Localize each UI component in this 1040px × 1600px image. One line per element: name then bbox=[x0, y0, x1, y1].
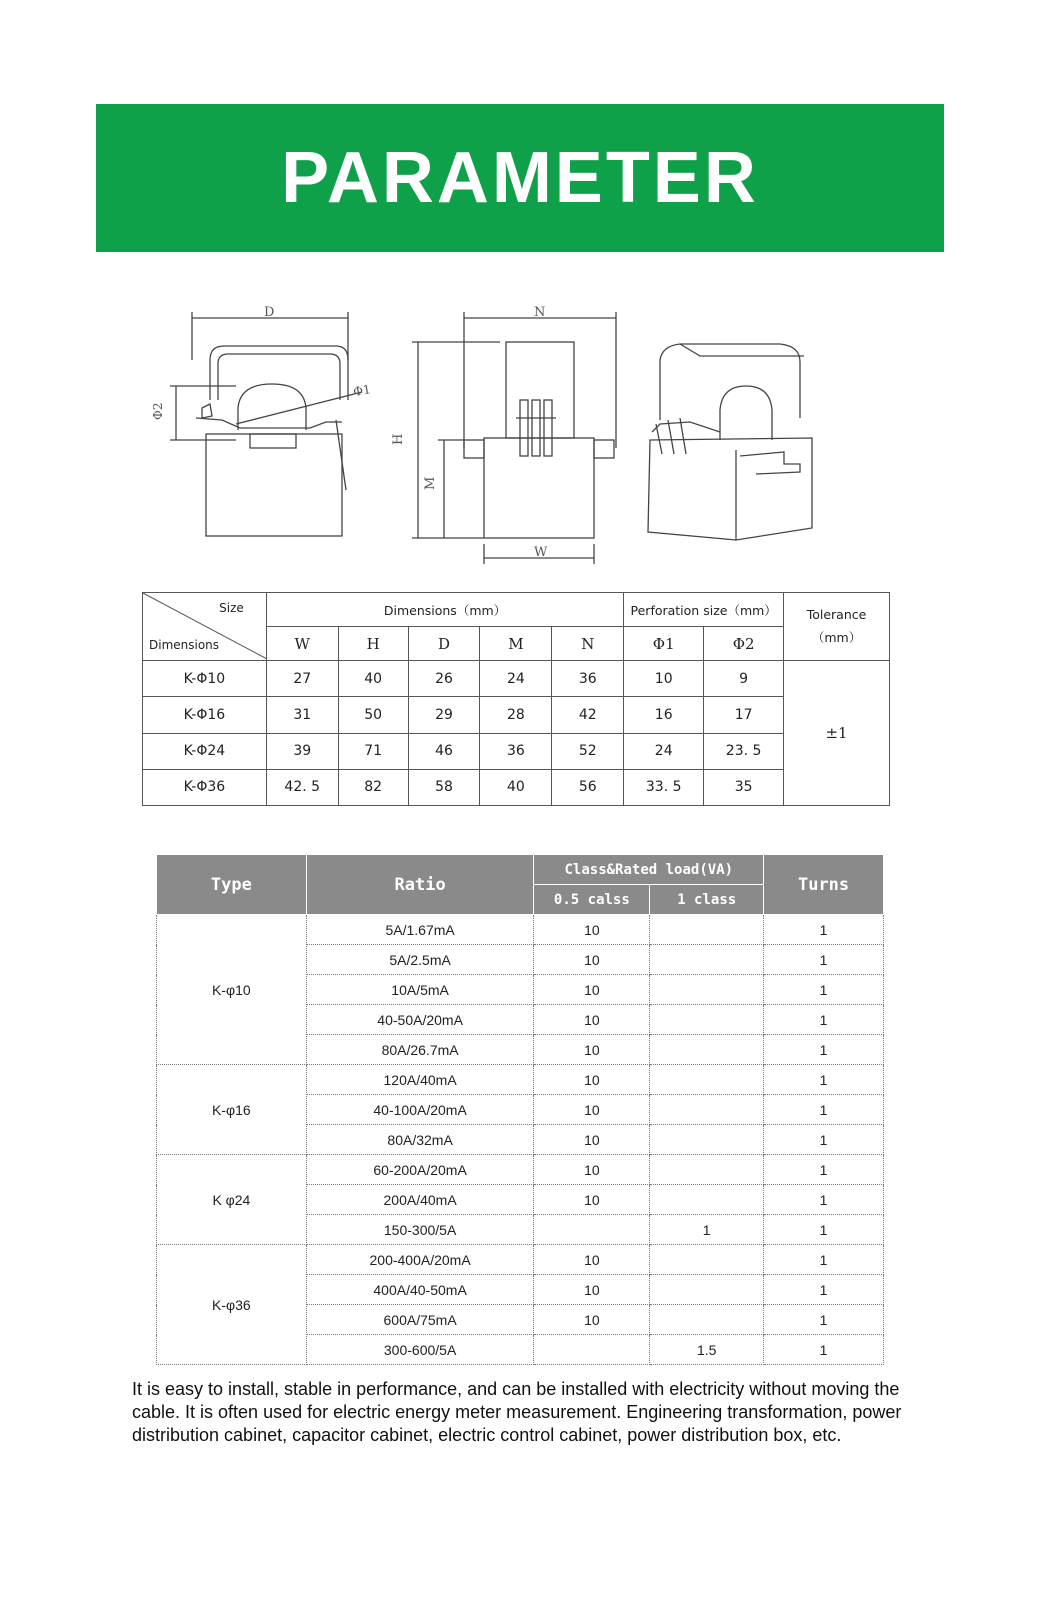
value-cell: 24 bbox=[624, 733, 704, 769]
table-row bbox=[157, 915, 884, 945]
size-cell: K-Φ36 bbox=[143, 769, 267, 805]
label-n: N bbox=[534, 305, 546, 320]
class-1-cell bbox=[650, 1065, 764, 1095]
ratio-cell: 80A/26.7mA bbox=[306, 1035, 534, 1065]
class-05-cell: 10 bbox=[534, 1095, 650, 1125]
class-1-cell: 1 bbox=[650, 1215, 764, 1245]
class-05-cell: 10 bbox=[534, 1005, 650, 1035]
class-1-cell bbox=[650, 1155, 764, 1185]
ratio-cell: 600A/75mA bbox=[306, 1305, 534, 1335]
turns-cell: 1 bbox=[764, 1335, 884, 1365]
col-header: W bbox=[266, 627, 338, 661]
ratio-cell: 40-100A/20mA bbox=[306, 1095, 534, 1125]
class-05-header: 0.5 calss bbox=[534, 885, 650, 915]
value-cell: 27 bbox=[266, 661, 338, 697]
value-cell: 50 bbox=[338, 697, 408, 733]
ratio-cell: 400A/40-50mA bbox=[306, 1275, 534, 1305]
turns-cell: 1 bbox=[764, 1275, 884, 1305]
type-cell: K-φ10 bbox=[157, 915, 307, 1065]
value-cell: 36 bbox=[480, 733, 552, 769]
value-cell: 31 bbox=[266, 697, 338, 733]
value-cell: 28 bbox=[480, 697, 552, 733]
corner-dimensions: Dimensions bbox=[149, 638, 220, 653]
value-cell: 36 bbox=[552, 661, 624, 697]
class-1-cell bbox=[650, 1125, 764, 1155]
label-phi2: Φ2 bbox=[151, 402, 165, 420]
type-cell: K-φ16 bbox=[157, 1065, 307, 1155]
class-05-cell: 10 bbox=[534, 1275, 650, 1305]
value-cell: 52 bbox=[552, 733, 624, 769]
parameter-banner bbox=[96, 104, 944, 252]
class-group-header: Class&Rated load(VA) bbox=[534, 855, 764, 885]
size-cell: K-Φ10 bbox=[143, 661, 267, 697]
technical-drawings bbox=[140, 300, 880, 590]
class-05-cell bbox=[534, 1215, 650, 1245]
class-05-cell: 10 bbox=[534, 915, 650, 945]
class-1-cell bbox=[650, 1245, 764, 1275]
turns-cell: 1 bbox=[764, 1215, 884, 1245]
ratio-cell: 60-200A/20mA bbox=[306, 1155, 534, 1185]
class-1-cell bbox=[650, 1005, 764, 1035]
value-cell: 24 bbox=[480, 661, 552, 697]
class-05-cell: 10 bbox=[534, 1065, 650, 1095]
type-header: Type bbox=[157, 855, 307, 915]
class-1-cell bbox=[650, 915, 764, 945]
ratio-cell: 80A/32mA bbox=[306, 1125, 534, 1155]
class-1-cell bbox=[650, 1275, 764, 1305]
value-cell: 56 bbox=[552, 769, 624, 805]
turns-header: Turns bbox=[764, 855, 884, 915]
turns-cell: 1 bbox=[764, 1245, 884, 1275]
product-description: It is easy to install, stable in performance, and can be installed with electricity without moving the cable. It is often used for electric energy meter measurement. Engineering transformation, power distribution cabinet, capacitor cabinet, electric control cabinet, power distribution box, etc. bbox=[132, 1379, 902, 1445]
turns-cell: 1 bbox=[764, 1065, 884, 1095]
label-m: M bbox=[423, 476, 438, 490]
corner-cell bbox=[143, 593, 267, 661]
value-cell: 23. 5 bbox=[704, 733, 784, 769]
ratio-cell: 120A/40mA bbox=[306, 1065, 534, 1095]
ratio-cell: 200A/40mA bbox=[306, 1185, 534, 1215]
class-05-cell: 10 bbox=[534, 1305, 650, 1335]
turns-cell: 1 bbox=[764, 1185, 884, 1215]
label-w: W bbox=[534, 545, 548, 560]
value-cell: 42 bbox=[552, 697, 624, 733]
side-view-drawing bbox=[412, 312, 616, 564]
class-05-cell bbox=[534, 1335, 650, 1365]
turns-cell: 1 bbox=[764, 1305, 884, 1335]
tolerance-value: ±1 bbox=[784, 661, 890, 806]
table-row bbox=[157, 1065, 884, 1095]
turns-cell: 1 bbox=[764, 975, 884, 1005]
value-cell: 46 bbox=[408, 733, 480, 769]
dimensions-table bbox=[142, 592, 890, 806]
label-phi1: Φ1 bbox=[352, 382, 372, 399]
class-05-cell: 10 bbox=[534, 1035, 650, 1065]
tolerance-label: Tolerance bbox=[806, 607, 867, 623]
corner-size: Size bbox=[219, 601, 244, 615]
turns-cell: 1 bbox=[764, 1035, 884, 1065]
value-cell: 40 bbox=[338, 661, 408, 697]
value-cell: 10 bbox=[624, 661, 704, 697]
value-cell: 17 bbox=[704, 697, 784, 733]
value-cell: 16 bbox=[624, 697, 704, 733]
class-1-cell: 1.5 bbox=[650, 1335, 764, 1365]
value-cell: 40 bbox=[480, 769, 552, 805]
label-d: D bbox=[264, 305, 275, 320]
turns-cell: 1 bbox=[764, 945, 884, 975]
value-cell: 9 bbox=[704, 661, 784, 697]
class-1-cell bbox=[650, 945, 764, 975]
label-h: H bbox=[391, 433, 406, 445]
class-05-cell: 10 bbox=[534, 945, 650, 975]
value-cell: 35 bbox=[704, 769, 784, 805]
turns-cell: 1 bbox=[764, 1095, 884, 1125]
value-cell: 82 bbox=[338, 769, 408, 805]
class-05-cell: 10 bbox=[534, 1245, 650, 1275]
col-header: Φ2 bbox=[704, 627, 784, 661]
class-1-cell bbox=[650, 1095, 764, 1125]
tolerance-unit: （mm） bbox=[811, 630, 862, 646]
size-cell: K-Φ24 bbox=[143, 733, 267, 769]
tolerance-header bbox=[784, 593, 890, 661]
ratio-cell: 5A/2.5mA bbox=[306, 945, 534, 975]
class-1-cell bbox=[650, 1185, 764, 1215]
value-cell: 71 bbox=[338, 733, 408, 769]
perforation-group-header: Perforation size（mm） bbox=[624, 593, 784, 627]
ratio-cell: 150-300/5A bbox=[306, 1215, 534, 1245]
col-header: N bbox=[552, 627, 624, 661]
banner-title: PARAMETER bbox=[281, 138, 759, 218]
value-cell: 33. 5 bbox=[624, 769, 704, 805]
class-1-cell bbox=[650, 1305, 764, 1335]
turns-cell: 1 bbox=[764, 1125, 884, 1155]
col-header: D bbox=[408, 627, 480, 661]
value-cell: 26 bbox=[408, 661, 480, 697]
ratio-table-body bbox=[157, 915, 884, 1365]
value-cell: 29 bbox=[408, 697, 480, 733]
class-05-cell: 10 bbox=[534, 1155, 650, 1185]
ratio-cell: 200-400A/20mA bbox=[306, 1245, 534, 1275]
ratio-cell: 5A/1.67mA bbox=[306, 915, 534, 945]
class-05-cell: 10 bbox=[534, 1125, 650, 1155]
ratio-cell: 10A/5mA bbox=[306, 975, 534, 1005]
ratio-header: Ratio bbox=[306, 855, 534, 915]
turns-cell: 1 bbox=[764, 1155, 884, 1185]
ratio-table bbox=[156, 854, 884, 1365]
ratio-cell: 300-600/5A bbox=[306, 1335, 534, 1365]
class-05-cell: 10 bbox=[534, 975, 650, 1005]
type-cell: K φ24 bbox=[157, 1155, 307, 1245]
class-1-cell bbox=[650, 1035, 764, 1065]
ratio-cell: 40-50A/20mA bbox=[306, 1005, 534, 1035]
size-cell: K-Φ16 bbox=[143, 697, 267, 733]
front-view-drawing bbox=[170, 312, 362, 536]
class-05-cell: 10 bbox=[534, 1185, 650, 1215]
col-header: Φ1 bbox=[624, 627, 704, 661]
type-cell: K-φ36 bbox=[157, 1245, 307, 1365]
turns-cell: 1 bbox=[764, 915, 884, 945]
perspective-view-drawing bbox=[648, 344, 812, 540]
turns-cell: 1 bbox=[764, 1005, 884, 1035]
col-header: M bbox=[480, 627, 552, 661]
table-row bbox=[157, 1245, 884, 1275]
dimensions-group-header: Dimensions（mm） bbox=[266, 593, 623, 627]
class-1-header: 1 class bbox=[650, 885, 764, 915]
col-header: H bbox=[338, 627, 408, 661]
class-1-cell bbox=[650, 975, 764, 1005]
value-cell: 58 bbox=[408, 769, 480, 805]
value-cell: 39 bbox=[266, 733, 338, 769]
table-row bbox=[157, 1155, 884, 1185]
value-cell: 42. 5 bbox=[266, 769, 338, 805]
